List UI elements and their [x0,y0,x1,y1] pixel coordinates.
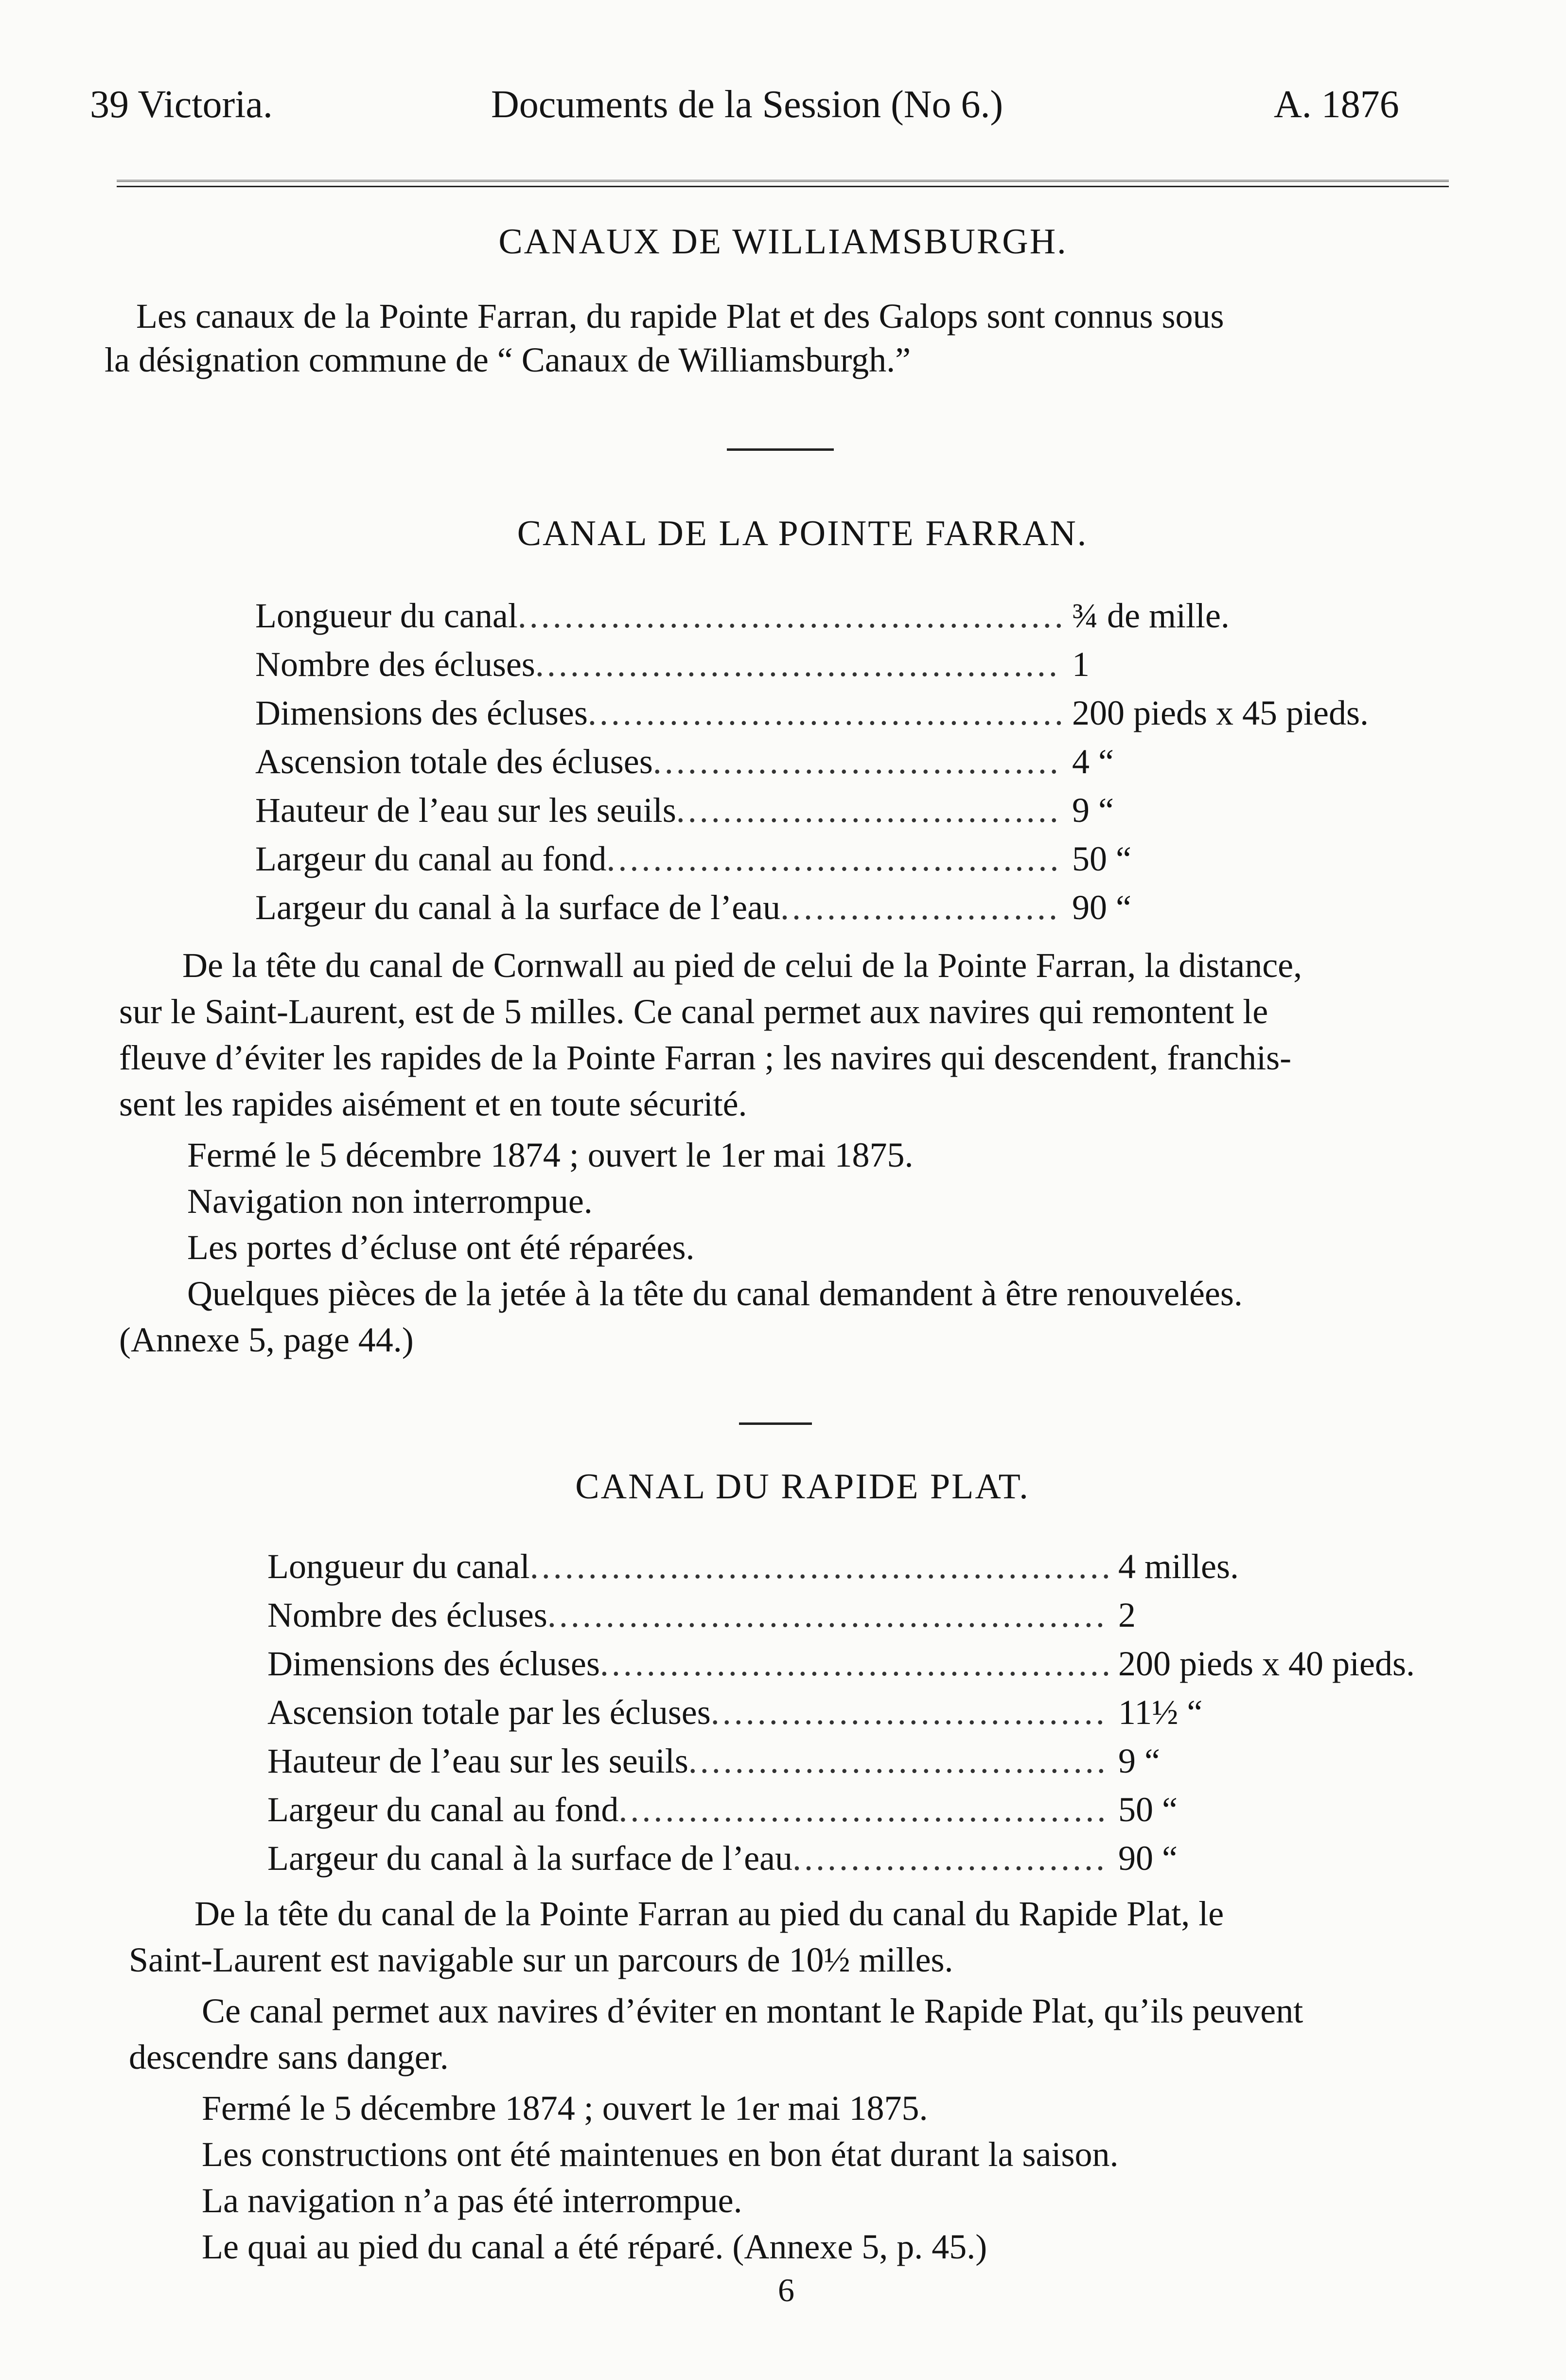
section-divider [739,1422,812,1425]
leader-dots [588,693,1062,733]
paragraph-rapide2-line-1: Ce canal permet aux navires d’éviter en montant le Rapide Plat, qu’ils peuvent [202,1991,1303,2030]
spec-value: 200 pieds x 45 pieds. [1072,693,1369,732]
spec-row-rapide-length [267,1546,1410,1587]
spec-row-farran-ascension [255,742,1364,782]
spec-value: 4 “ [1072,742,1114,781]
leader-dots [688,1741,1109,1781]
spec-label: Largeur du canal au fond [255,839,607,878]
leader-dots [711,1692,1109,1733]
paragraph-farran-line-3: fleuve d’éviter les rapides de la Pointe Farran ; les navires qui descendent, franchis- [119,1038,1292,1077]
rapide-quay-line: Le quai au pied du canal a été réparé. (Annexe 5, p. 45.) [202,2227,987,2266]
spec-row-farran-surface-width [255,888,1364,928]
spec-row-farran-locks [255,644,1364,685]
spec-label: Dimensions des écluses [267,1644,600,1683]
spec-label: Largeur du canal au fond [267,1790,619,1829]
paragraph-farran-line-1: De la tête du canal de Cornwall au pied de celui de la Pointe Farran, la distance, [182,946,1302,985]
paragraph-rapide2-line-2: descendre sans danger. [129,2038,449,2077]
spec-row-rapide-ascension [267,1692,1410,1733]
spec-value: 200 pieds x 40 pieds. [1118,1644,1415,1683]
spec-value: 11½ “ [1118,1693,1203,1732]
farran-closure-line: Fermé le 5 décembre 1874 ; ouvert le 1er mai 1875. [187,1136,914,1174]
spec-label: Largeur du canal à la surface de l’eau [255,888,781,927]
spec-value: 50 “ [1118,1790,1178,1829]
spec-label: Nombre des écluses [267,1596,547,1634]
leader-dots [792,1838,1109,1879]
leader-dots [618,1790,1109,1830]
spec-value: 90 “ [1118,1839,1178,1878]
spec-value: 1 [1072,645,1090,684]
leader-dots [676,790,1062,831]
spec-value: 9 “ [1072,791,1114,830]
leader-dots [518,596,1062,636]
spec-value: 2 [1118,1596,1136,1634]
leader-dots [535,644,1062,685]
farran-navigation-line: Navigation non interrompue. [187,1182,593,1221]
paragraph-rapide-line-1: De la tête du canal de la Pointe Farran au pied du canal du Rapide Plat, le [194,1894,1224,1933]
spec-label: Largeur du canal à la surface de l’eau [267,1839,793,1878]
farran-jetty-line: Quelques pièces de la jetée à la tête du canal demandent à être renouvelées. [187,1274,1243,1313]
spec-value: 50 “ [1072,839,1131,878]
spec-row-rapide-locks [267,1595,1410,1635]
spec-row-farran-water-height [255,790,1364,831]
spec-label: Hauteur de l’eau sur les seuils [255,791,676,830]
paragraph-rapide-line-2: Saint-Laurent est navigable sur un parcours de 10½ milles. [129,1940,953,1979]
header-volume: 39 Victoria. [90,83,273,126]
rapide-closure-line: Fermé le 5 décembre 1874 ; ouvert le 1er mai 1875. [202,2089,928,2128]
leader-dots [547,1595,1109,1635]
spec-label: Ascension totale des écluses [255,742,653,781]
paragraph-williamsburgh-line-1: Les canaux de la Pointe Farran, du rapide Plat et des Galops sont connus sous [136,297,1224,336]
spec-label: Ascension totale par les écluses [267,1693,711,1732]
spec-row-rapide-water-height [267,1741,1410,1781]
page-number: 6 [778,2272,794,2309]
leader-dots [530,1546,1109,1587]
spec-label: Dimensions des écluses [255,693,588,732]
section-heading-farran: CANAL DE LA POINTE FARRAN. [517,514,1088,553]
rapide-navigation-line: La navigation n’a pas été interrompue. [202,2181,742,2220]
paragraph-farran-line-2: sur le Saint-Laurent, est de 5 milles. Ce canal permet aux navires qui remontent le [119,992,1268,1031]
section-heading-rapide: CANAL DU RAPIDE PLAT. [575,1467,1030,1507]
spec-row-rapide-dimensions [267,1644,1483,1684]
paragraph-williamsburgh-line-2: la désignation commune de “ Canaux de Williamsburgh.” [105,340,911,379]
spec-row-farran-dimensions [255,693,1461,733]
spec-value: 90 “ [1072,888,1131,927]
leader-dots [653,742,1062,782]
leader-dots [606,839,1062,879]
rapide-maintenance-line: Les constructions ont été maintenues en bon état durant la saison. [202,2135,1119,2174]
leader-dots [780,888,1062,928]
spec-row-farran-length [255,596,1364,636]
paragraph-farran-line-4: sent les rapides aisément et en toute sécurité. [119,1084,747,1123]
farran-annex-line: (Annexe 5, page 44.) [119,1320,414,1359]
spec-row-rapide-surface-width [267,1838,1410,1879]
spec-value: 9 “ [1118,1741,1160,1780]
spec-row-rapide-bottom-width [267,1790,1410,1830]
section-divider [727,448,834,451]
header-rule [117,180,1449,187]
spec-value: ¾ de mille. [1072,596,1230,635]
spec-label: Hauteur de l’eau sur les seuils [267,1741,688,1780]
spec-value: 4 milles. [1118,1547,1239,1586]
header-year: A. 1876 [1274,83,1399,126]
spec-label: Longueur du canal [255,596,518,635]
spec-row-farran-bottom-width [255,839,1364,879]
spec-label: Nombre des écluses [255,645,535,684]
spec-label: Longueur du canal [267,1547,530,1586]
section-heading-williamsburgh: CANAUX DE WILLIAMSBURGH. [498,222,1068,262]
farran-gates-line: Les portes d’écluse ont été réparées. [187,1228,695,1267]
header-title: Documents de la Session (No 6.) [491,83,1003,126]
leader-dots [600,1644,1109,1684]
